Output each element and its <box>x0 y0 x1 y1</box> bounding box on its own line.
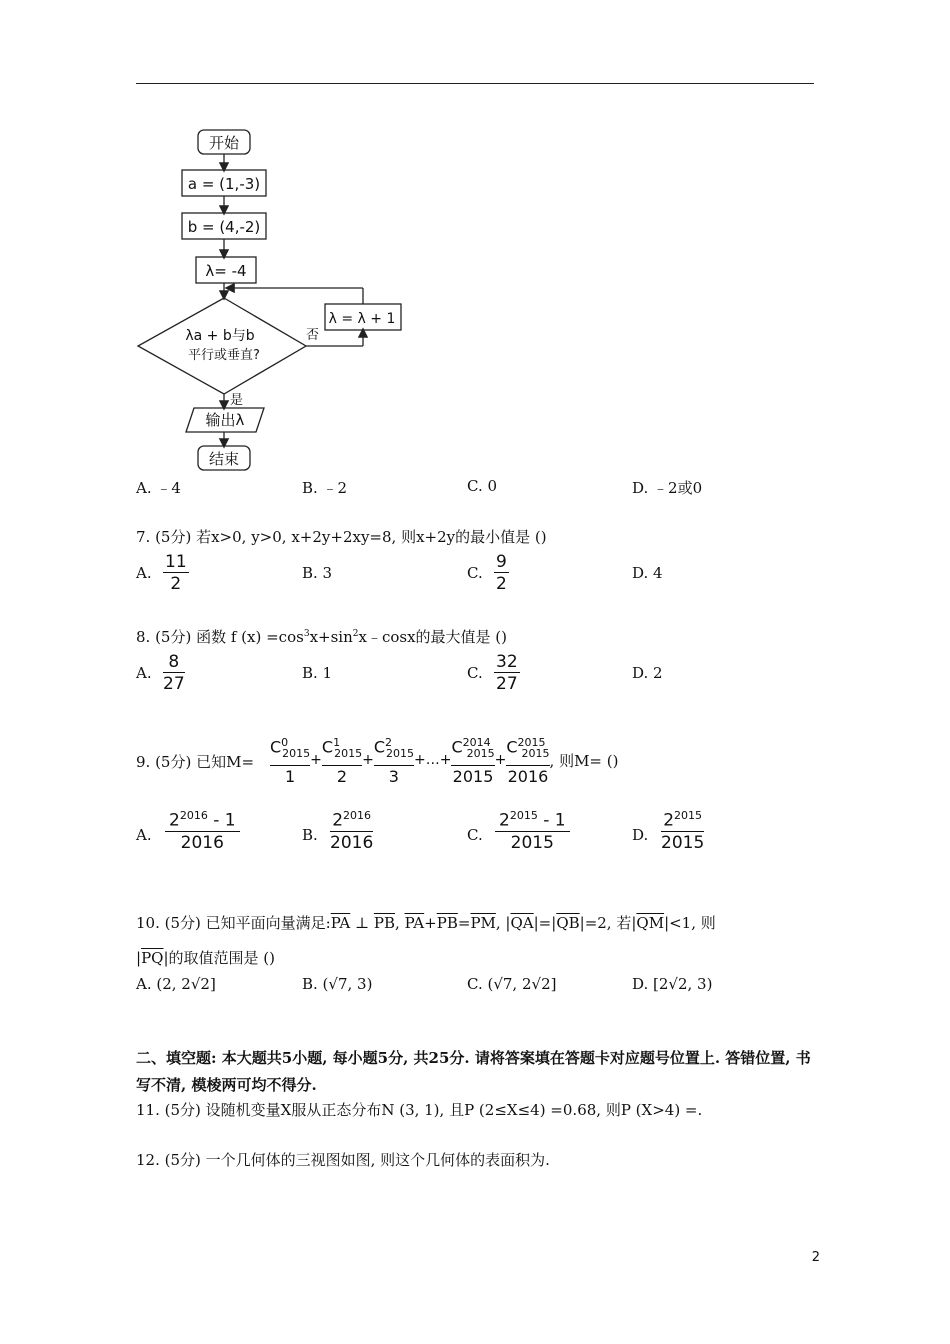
q10-option-d: D. [2√2, 3) <box>632 975 713 993</box>
q9-stem-post: , 则M= () <box>549 751 619 770</box>
q9-term-4: $\frac{C^{2015}_{2015}}{2016}$ <box>506 736 550 786</box>
q7-option-d: D. 4 <box>632 564 663 582</box>
term-sup: 2014 <box>462 736 491 750</box>
flow-b-label: b = (4,-2) <box>187 218 261 236</box>
term-sup: 1 <box>333 736 341 750</box>
q9-term-3: $\frac{C^{2014}_{2015}}{2015}$ <box>451 736 495 786</box>
q8-option-c-fraction <box>494 652 520 695</box>
flow-start-label: 开始 <box>208 134 240 152</box>
q8-sup1: 3 <box>303 629 310 639</box>
q9-option-c-label: C. <box>467 826 483 844</box>
flow-a-label: a = (1,-3) <box>187 175 261 193</box>
q12-stem: 12. (5分) 一个几何体的三视图如图, 则这个几何体的表面积为. <box>136 1151 550 1169</box>
page-number: 2 <box>811 1250 820 1265</box>
q7-stem: 7. (5分) 若x>0, y>0, x+2y+2xy=8, 则x+2y的最小值是 () <box>136 528 547 546</box>
equals: = <box>457 914 471 932</box>
flowchart <box>130 120 430 475</box>
q6-option-c: C. 0 <box>467 477 498 495</box>
flow-increment-label: λ = λ + 1 <box>328 311 396 327</box>
term-sup: 2 <box>384 736 392 750</box>
denominator: 27 <box>163 674 185 694</box>
denominator: 2015 <box>661 832 705 853</box>
flow-no-label: 否 <box>306 328 320 343</box>
term-den: 3 <box>374 765 414 788</box>
term-den: 2016 <box>507 766 549 786</box>
q9-option-b-fraction: $\frac{2^{2016}}{2016}$ <box>330 806 373 854</box>
q7-option-a-fraction <box>163 552 189 595</box>
vec-qb: $\overline{QB}$ <box>556 914 580 932</box>
q8-stem-pre: 8. (5分) 函数 f (x) =cos <box>136 628 304 646</box>
flow-decision <box>138 298 306 394</box>
exp: 2016 <box>343 809 372 822</box>
term-sub: 2015 <box>385 746 414 760</box>
q10-stem-pre: 10. (5分) 已知平面向量满足: <box>136 914 331 932</box>
section-2-heading: 二、填空题: 本大题共5小题, 每小题5分, 共25分. 请将答案填在答题卡对应题号位置上. 答错位置, 书写不清, 模棱两可均不得分. <box>136 1049 811 1094</box>
term-sup: 2015 <box>517 736 546 750</box>
term-sup: 0 <box>281 736 289 750</box>
term-sub: 2015 <box>334 746 363 760</box>
q9-option-a-fraction: $\frac{2^{2016} - 1}{2016}$ <box>165 806 240 854</box>
numerator: 8 <box>163 652 185 673</box>
q10-stem-line1 <box>136 912 716 933</box>
flow-decision-line2: 平行或垂直? <box>188 348 260 363</box>
denominator: 2015 <box>510 832 554 853</box>
q9-term-0: $C^0_{2015}$ 1 <box>270 736 311 786</box>
term-den: 2 <box>322 765 362 788</box>
term-den: 2015 <box>452 766 494 786</box>
q8-stem-post: x﹣cosx的最大值是 () <box>358 628 508 646</box>
numerator: 9 <box>496 552 507 572</box>
denominator: 2 <box>496 574 507 594</box>
q8-stem-mid: x+sin <box>309 628 353 646</box>
vec-pa-2: $\overline{PA}$ <box>404 914 425 932</box>
vec-pb-2: $\overline{PB}$ <box>436 914 458 932</box>
term-den: 1 <box>270 765 310 788</box>
q9-option-d-label: D. <box>632 826 649 844</box>
comma: , <box>395 914 405 932</box>
flow-lambda-label: λ= -4 <box>205 262 247 280</box>
vec-qa: $\overline{QA}$ <box>510 914 534 932</box>
flow-yes-label: 是 <box>230 393 244 408</box>
q8-option-a-label: A. <box>136 664 152 682</box>
tail: - 1 <box>537 810 566 831</box>
flow-end-label: 结束 <box>208 450 240 468</box>
denominator: 2 <box>170 574 182 594</box>
q7-option-a-label: A. <box>136 564 152 582</box>
exp: 2015 <box>509 809 538 822</box>
q6-option-d: D. ﹣2或0 <box>632 479 703 497</box>
flow-output-label: 输出λ <box>205 411 245 429</box>
exp: 2015 <box>674 809 703 822</box>
q9-stem-pre: 9. (5分) 已知M= <box>136 753 255 771</box>
q10-option-c: C. (√7, 2√2] <box>467 975 557 993</box>
term-sub: 2015 <box>521 746 550 760</box>
q9-option-b-label: B. <box>302 826 318 844</box>
q10-line2-post: |的取值范围是 () <box>163 949 275 967</box>
q9-ellipsis: +…+ <box>413 752 452 768</box>
bar: | <box>136 949 142 967</box>
perp-symbol: ⊥ <box>350 914 374 932</box>
q10-option-b: B. (√7, 3) <box>302 975 373 993</box>
numerator: 32 <box>496 652 518 672</box>
eq-bars: |=| <box>533 914 557 932</box>
vec-pm: $\overline{PM}$ <box>470 914 496 932</box>
plus: + <box>424 914 437 932</box>
q6-option-a: A. ﹣4 <box>136 479 181 497</box>
denominator: 2016 <box>180 832 224 853</box>
q7-option-c-label: C. <box>467 564 483 582</box>
vec-pa: $\overline{PA}$ <box>330 914 351 932</box>
vec-pq: $\overline{PQ}$ <box>141 949 164 967</box>
term-sub: 2015 <box>282 746 311 760</box>
q10-stem-line2 <box>136 947 275 968</box>
term-sub: 2015 <box>466 746 495 760</box>
vec-qm: $\overline{QM}$ <box>636 914 665 932</box>
q9-option-d-fraction: $\frac{2^{2015}}{2015}$ <box>661 806 704 854</box>
tail2: |<1, 则 <box>664 914 716 932</box>
q8-stem <box>136 626 507 647</box>
q7-option-b: B. 3 <box>302 564 333 582</box>
q11-stem: 11. (5分) 设随机变量X服从正态分布N (3, 1), 且P (2≤X≤4) =0.68, 则P (X>4) =. <box>136 1101 703 1119</box>
q8-option-a-fraction <box>163 652 185 695</box>
denominator: 27 <box>496 674 518 694</box>
q9-sum: $C^0_{2015}$ 1 + $\frac{C^1_{2015}}{2}$ + $\frac{C^2_{2015}}{3}$ +…+ $\frac{C^{2014}_{2015}}{2015}$ + $\frac{C^{2015}_{2015}}{2016}$ , 则M= () <box>270 730 618 790</box>
q7-option-c-fraction <box>494 552 509 595</box>
q9-term-1: $\frac{C^1_{2015}}{2}$ <box>321 736 363 786</box>
q9-option-a-label: A. <box>136 826 152 844</box>
q8-option-d: D. 2 <box>632 664 663 682</box>
q8-option-b: B. 1 <box>302 664 333 682</box>
q8-sup2: 2 <box>352 629 359 639</box>
exp: 2016 <box>179 809 208 822</box>
q10-option-a: A. (2, 2√2] <box>136 975 216 993</box>
comma-bar: , | <box>495 914 511 932</box>
q8-option-c-label: C. <box>467 664 483 682</box>
header-rule <box>136 83 814 84</box>
flow-decision-line1: λa + b与b <box>185 328 255 344</box>
denominator: 2016 <box>330 832 374 853</box>
numerator: 11 <box>165 552 187 572</box>
tail: - 1 <box>207 810 236 831</box>
q9-option-c-fraction: $\frac{2^{2015} - 1}{2015}$ <box>495 806 570 854</box>
tail1: |=2, 若| <box>579 914 637 932</box>
q9-term-2: $\frac{C^2_{2015}}{3}$ <box>373 736 414 786</box>
vec-pb: $\overline{PB}$ <box>373 914 396 932</box>
q6-option-b: B. ﹣2 <box>302 479 348 497</box>
